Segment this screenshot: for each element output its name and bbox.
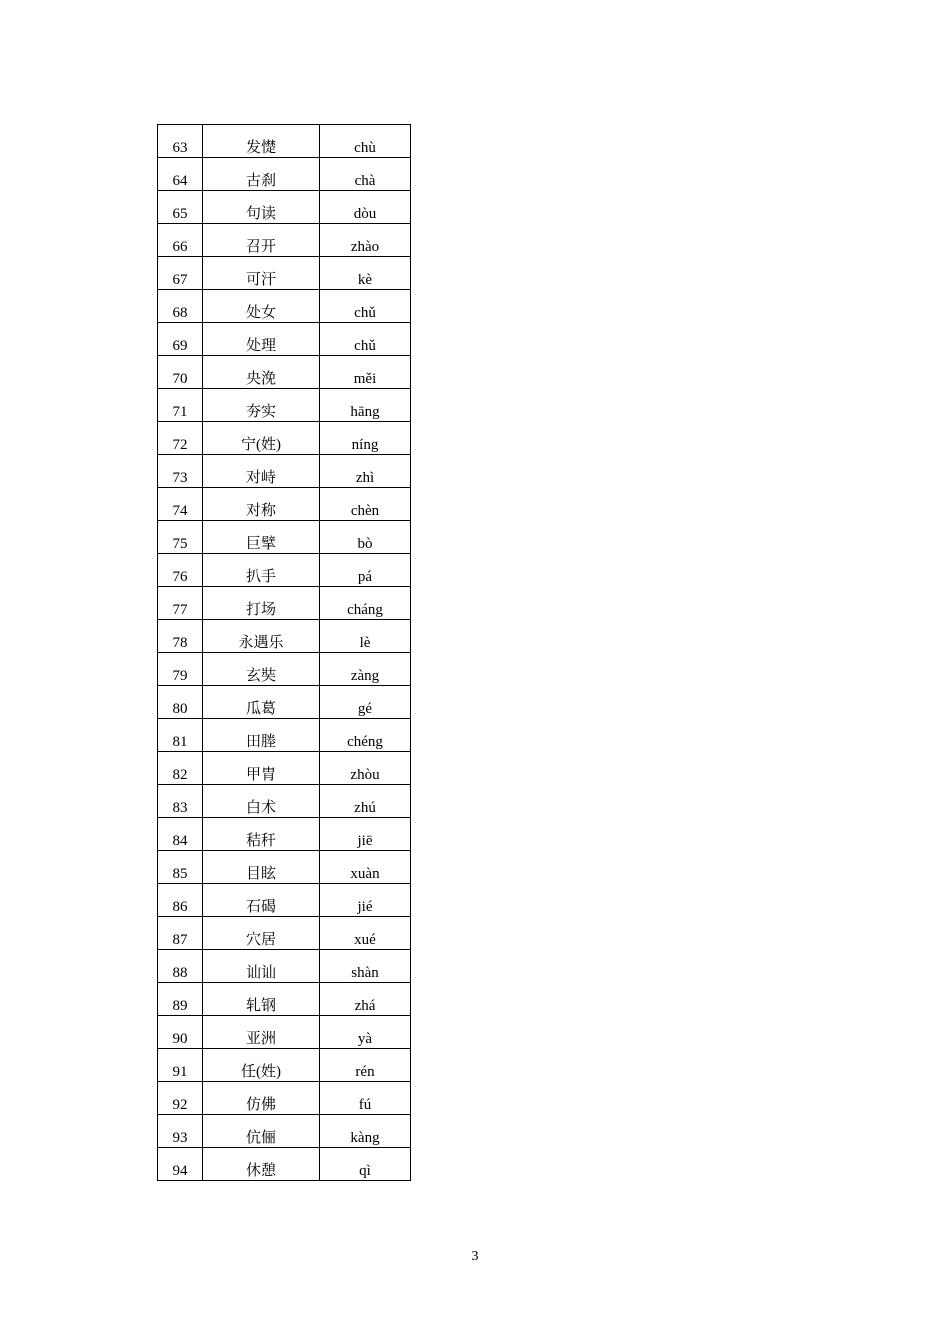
row-number-cell: 87	[158, 917, 203, 950]
table-row	[158, 785, 411, 818]
pinyin-cell: qì	[320, 1148, 411, 1181]
pinyin-cell: xuàn	[320, 851, 411, 884]
table-row	[158, 884, 411, 917]
table-row	[158, 224, 411, 257]
table-row	[158, 1016, 411, 1049]
word-cell: 打场	[203, 587, 320, 620]
row-number-cell: 79	[158, 653, 203, 686]
table-row	[158, 1082, 411, 1115]
word-cell: 处女	[203, 290, 320, 323]
table-row	[158, 125, 411, 158]
table-row	[158, 818, 411, 851]
row-number-cell: 89	[158, 983, 203, 1016]
row-number-cell: 71	[158, 389, 203, 422]
table-row	[158, 422, 411, 455]
pinyin-cell: zhào	[320, 224, 411, 257]
word-cell: 秸秆	[203, 818, 320, 851]
word-cell: 可汗	[203, 257, 320, 290]
word-cell: 永遇乐	[203, 620, 320, 653]
pinyin-cell: zhá	[320, 983, 411, 1016]
row-number-cell: 92	[158, 1082, 203, 1115]
row-number-cell: 77	[158, 587, 203, 620]
page-number: 3	[471, 1249, 479, 1264]
word-cell: 田塍	[203, 719, 320, 752]
word-cell: 央浼	[203, 356, 320, 389]
table-row	[158, 719, 411, 752]
row-number-cell: 93	[158, 1115, 203, 1148]
table-row	[158, 950, 411, 983]
word-cell: 巨擘	[203, 521, 320, 554]
table-row	[158, 1148, 411, 1181]
row-number-cell: 72	[158, 422, 203, 455]
pinyin-cell: měi	[320, 356, 411, 389]
table-row	[158, 158, 411, 191]
pinyin-cell: lè	[320, 620, 411, 653]
pinyin-cell: kàng	[320, 1115, 411, 1148]
pinyin-cell: chǔ	[320, 323, 411, 356]
word-cell: 甲胄	[203, 752, 320, 785]
pinyin-cell: chèn	[320, 488, 411, 521]
word-cell: 穴居	[203, 917, 320, 950]
word-cell: 对峙	[203, 455, 320, 488]
pinyin-cell: chéng	[320, 719, 411, 752]
pinyin-cell: zhì	[320, 455, 411, 488]
pinyin-cell: yà	[320, 1016, 411, 1049]
row-number-cell: 65	[158, 191, 203, 224]
word-cell: 古刹	[203, 158, 320, 191]
word-cell: 亚洲	[203, 1016, 320, 1049]
table-row	[158, 587, 411, 620]
pinyin-cell: chù	[320, 125, 411, 158]
word-cell: 任(姓)	[203, 1049, 320, 1082]
pinyin-cell: pá	[320, 554, 411, 587]
row-number-cell: 68	[158, 290, 203, 323]
table-row	[158, 653, 411, 686]
pinyin-cell: níng	[320, 422, 411, 455]
word-cell: 讪讪	[203, 950, 320, 983]
pinyin-cell: jié	[320, 884, 411, 917]
row-number-cell: 76	[158, 554, 203, 587]
table-row	[158, 1049, 411, 1082]
pinyin-cell: zàng	[320, 653, 411, 686]
table-row	[158, 851, 411, 884]
table-row	[158, 917, 411, 950]
row-number-cell: 86	[158, 884, 203, 917]
pronunciation-table	[157, 124, 411, 1181]
pinyin-cell: jiē	[320, 818, 411, 851]
word-cell: 轧钢	[203, 983, 320, 1016]
pinyin-cell: chǔ	[320, 290, 411, 323]
word-cell: 仿佛	[203, 1082, 320, 1115]
pinyin-cell: shàn	[320, 950, 411, 983]
table-row	[158, 488, 411, 521]
row-number-cell: 73	[158, 455, 203, 488]
pinyin-cell: bò	[320, 521, 411, 554]
pinyin-cell: chà	[320, 158, 411, 191]
word-cell: 处理	[203, 323, 320, 356]
row-number-cell: 88	[158, 950, 203, 983]
word-cell: 休憩	[203, 1148, 320, 1181]
word-cell: 瓜葛	[203, 686, 320, 719]
table-row	[158, 290, 411, 323]
row-number-cell: 90	[158, 1016, 203, 1049]
table-row	[158, 257, 411, 290]
pinyin-cell: kè	[320, 257, 411, 290]
word-cell: 扒手	[203, 554, 320, 587]
table-row	[158, 620, 411, 653]
word-cell: 石碣	[203, 884, 320, 917]
table-row	[158, 554, 411, 587]
row-number-cell: 63	[158, 125, 203, 158]
row-number-cell: 85	[158, 851, 203, 884]
pinyin-cell: hāng	[320, 389, 411, 422]
row-number-cell: 66	[158, 224, 203, 257]
word-cell: 玄奘	[203, 653, 320, 686]
row-number-cell: 81	[158, 719, 203, 752]
word-cell: 夯实	[203, 389, 320, 422]
pinyin-cell: rén	[320, 1049, 411, 1082]
row-number-cell: 67	[158, 257, 203, 290]
word-cell: 对称	[203, 488, 320, 521]
pinyin-cell: cháng	[320, 587, 411, 620]
row-number-cell: 83	[158, 785, 203, 818]
word-cell: 白术	[203, 785, 320, 818]
table-row	[158, 323, 411, 356]
word-cell: 宁(姓)	[203, 422, 320, 455]
word-cell: 伉俪	[203, 1115, 320, 1148]
row-number-cell: 78	[158, 620, 203, 653]
row-number-cell: 74	[158, 488, 203, 521]
row-number-cell: 75	[158, 521, 203, 554]
table-body	[158, 125, 411, 1181]
table-row	[158, 455, 411, 488]
row-number-cell: 84	[158, 818, 203, 851]
pinyin-cell: gé	[320, 686, 411, 719]
table-row	[158, 389, 411, 422]
row-number-cell: 94	[158, 1148, 203, 1181]
row-number-cell: 64	[158, 158, 203, 191]
pinyin-cell: zhòu	[320, 752, 411, 785]
table-row	[158, 686, 411, 719]
row-number-cell: 69	[158, 323, 203, 356]
word-cell: 目眩	[203, 851, 320, 884]
word-cell: 召开	[203, 224, 320, 257]
table-row	[158, 752, 411, 785]
row-number-cell: 70	[158, 356, 203, 389]
table-row	[158, 191, 411, 224]
word-cell: 发憷	[203, 125, 320, 158]
table-row	[158, 1115, 411, 1148]
table-row	[158, 356, 411, 389]
row-number-cell: 91	[158, 1049, 203, 1082]
pinyin-cell: zhú	[320, 785, 411, 818]
pinyin-cell: fú	[320, 1082, 411, 1115]
pinyin-cell: dòu	[320, 191, 411, 224]
row-number-cell: 80	[158, 686, 203, 719]
table-row	[158, 521, 411, 554]
row-number-cell: 82	[158, 752, 203, 785]
pinyin-cell: xué	[320, 917, 411, 950]
table-row	[158, 983, 411, 1016]
word-cell: 句读	[203, 191, 320, 224]
